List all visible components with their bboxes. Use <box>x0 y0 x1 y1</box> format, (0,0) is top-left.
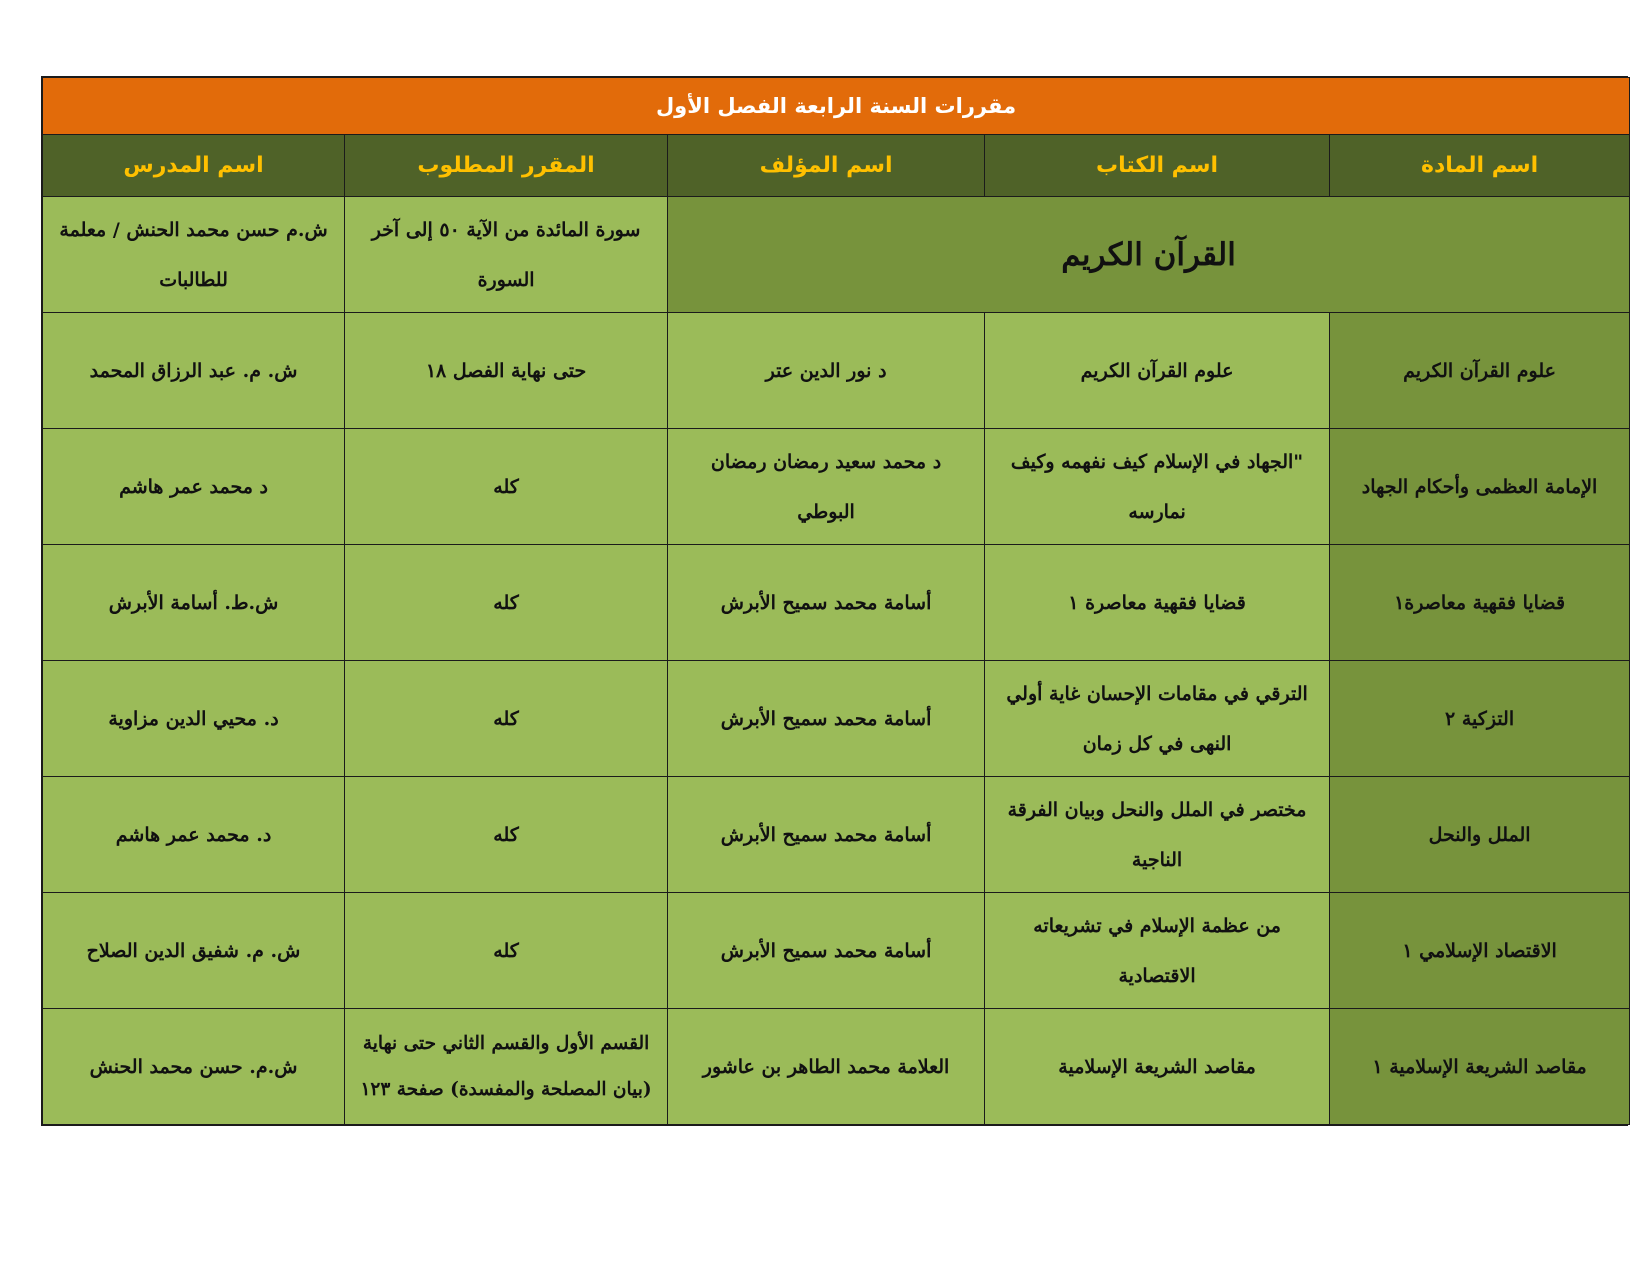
cell-author: أسامة محمد سميح الأبرش <box>668 777 985 893</box>
table-row <box>43 893 1630 1009</box>
table-row <box>43 313 1630 429</box>
cell-book: قضايا فقهية معاصرة ١ <box>985 545 1330 661</box>
header-required: المقرر المطلوب <box>345 135 668 197</box>
header-author: اسم المؤلف <box>668 135 985 197</box>
cell-required: كله <box>345 893 668 1009</box>
cell-subject: مقاصد الشريعة الإسلامية ١ <box>1330 1009 1630 1125</box>
header-subject: اسم المادة <box>1330 135 1630 197</box>
cell-subject: الملل والنحل <box>1330 777 1630 893</box>
cell-book: "الجهاد في الإسلام كيف نفهمه وكيف نمارسه <box>985 429 1330 545</box>
cell-teacher: د. محيي الدين مزاوية <box>43 661 345 777</box>
cell-book: مختصر في الملل والنحل وبيان الفرقة الناجية <box>985 777 1330 893</box>
cell-required: سورة المائدة من الآية ٥٠ إلى آخر السورة <box>345 197 668 313</box>
cell-author: د نور الدين عتر <box>668 313 985 429</box>
header-book: اسم الكتاب <box>985 135 1330 197</box>
cell-subject: علوم القرآن الكريم <box>1330 313 1630 429</box>
quran-label: القرآن الكريم <box>668 197 1630 313</box>
cell-author: أسامة محمد سميح الأبرش <box>668 893 985 1009</box>
cell-required: كله <box>345 661 668 777</box>
table-row <box>43 429 1630 545</box>
cell-teacher: د. محمد عمر هاشم <box>43 777 345 893</box>
table-row <box>43 1009 1630 1125</box>
cell-teacher: ش.ط. أسامة الأبرش <box>43 545 345 661</box>
cell-teacher: ش.م. حسن محمد الحنش <box>43 1009 345 1125</box>
cell-subject: الإمامة العظمى وأحكام الجهاد <box>1330 429 1630 545</box>
cell-teacher: ش. م. عبد الرزاق المحمد <box>43 313 345 429</box>
table-row <box>43 777 1630 893</box>
cell-author: أسامة محمد سميح الأبرش <box>668 661 985 777</box>
courses-table-sheet <box>41 76 1628 1126</box>
table-row <box>43 545 1630 661</box>
cell-author: د محمد سعيد رمضان رمضان البوطي <box>668 429 985 545</box>
cell-subject: قضايا فقهية معاصرة١ <box>1330 545 1630 661</box>
cell-required: كله <box>345 429 668 545</box>
header-teacher: اسم المدرس <box>43 135 345 197</box>
cell-subject: الاقتصاد الإسلامي ١ <box>1330 893 1630 1009</box>
cell-required: حتى نهاية الفصل ١٨ <box>345 313 668 429</box>
cell-required: كله <box>345 545 668 661</box>
cell-book: علوم القرآن الكريم <box>985 313 1330 429</box>
cell-required: كله <box>345 777 668 893</box>
cell-teacher: د محمد عمر هاشم <box>43 429 345 545</box>
table-row <box>43 661 1630 777</box>
cell-teacher: ش.م حسن محمد الحنش / معلمة للطالبات <box>43 197 345 313</box>
cell-teacher: ش. م. شفيق الدين الصلاح <box>43 893 345 1009</box>
cell-author: العلامة محمد الطاهر بن عاشور <box>668 1009 985 1125</box>
cell-author: أسامة محمد سميح الأبرش <box>668 545 985 661</box>
table-title-row <box>43 78 1630 135</box>
cell-subject: التزكية ٢ <box>1330 661 1630 777</box>
header-row <box>43 135 1630 197</box>
table-title: مقررات السنة الرابعة الفصل الأول <box>43 78 1630 135</box>
cell-book: الترقي في مقامات الإحسان غاية أولي النهى في كل زمان <box>985 661 1330 777</box>
table-row-quran <box>43 197 1630 313</box>
cell-book: مقاصد الشريعة الإسلامية <box>985 1009 1330 1125</box>
courses-table <box>42 77 1630 1125</box>
cell-required: القسم الأول والقسم الثاني حتى نهاية (بيان المصلحة والمفسدة) صفحة ١٢٣ <box>345 1009 668 1125</box>
cell-book: من عظمة الإسلام في تشريعاته الاقتصادية <box>985 893 1330 1009</box>
